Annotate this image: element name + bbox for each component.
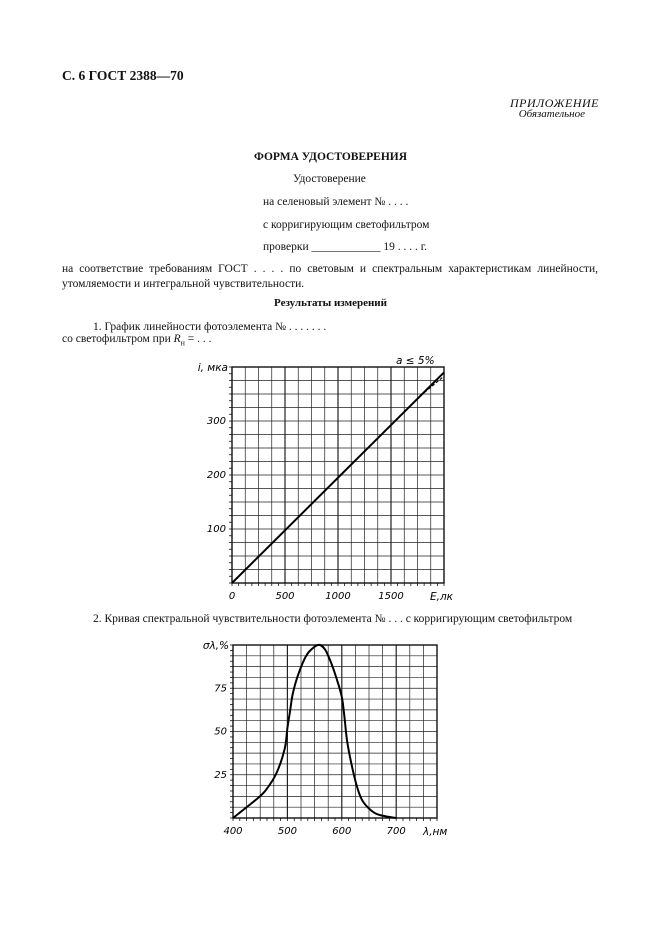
x-tick-label: 1500 [378,591,404,602]
item2-text: 2. Кривая спектральной чувствительности фотоэлемента № . . . с корригирующим светофильтром [93,613,573,625]
certificate-filter-line: с корригирующим светофильтром [263,219,430,231]
page-header: С. 6 ГОСТ 2388—70 [62,68,184,83]
item1-symbol: R [173,333,181,345]
x-tick-label: 0 [228,591,236,602]
item1-line1: 1. График линейности фотоэлемента № . . . . . . . [93,321,327,333]
y-tick-label: 50 [214,726,227,738]
y-tick-label: 200 [206,470,226,481]
x-tick-label: 400 [223,826,243,837]
linearity-chart [198,355,454,603]
appendix-title: ПРИЛОЖЕНИЕ [510,96,599,110]
form-title: ФОРМА УДОСТОВЕРЕНИЯ [253,151,408,163]
results-title: Результаты измерений [274,297,387,309]
tolerance-annotation: a ≤ 5% [396,355,435,367]
x-tick-label: 500 [275,591,295,602]
spectral-chart [203,640,448,838]
certificate-label: Удостоверение [293,173,366,185]
certificate-element-line: на селеновый элемент № . . . . [263,196,409,208]
x-tick-label: 1000 [325,591,351,602]
item1-suffix: = . . . [184,333,212,345]
x-tick-label: 600 [332,826,352,837]
appendix-subtitle: Обязательное [518,108,585,120]
item1-prefix: со светофильтром при [62,333,174,345]
y-tick-label: 25 [214,769,227,781]
x-axis-label: E,лк [430,591,454,603]
item1-subscript: н [180,338,185,348]
y-tick-label: 75 [214,683,227,695]
y-tick-label: 300 [206,416,226,427]
conformity-paragraph: на соответствие требованиям ГОСТ . . . . по световым и спектральным характеристикам линейности, утомляемости и интегральной чувствительности. [62,263,598,290]
y-axis-label: σλ,% [202,640,229,652]
y-axis-label: i, мка [197,362,228,374]
certificate-date-line: проверки ____________ 19 . . . . г. [263,241,428,253]
y-tick-label: 100 [206,524,226,535]
x-axis-label: λ,нм [423,826,448,838]
x-tick-label: 700 [386,826,406,837]
x-tick-label: 500 [277,826,297,837]
